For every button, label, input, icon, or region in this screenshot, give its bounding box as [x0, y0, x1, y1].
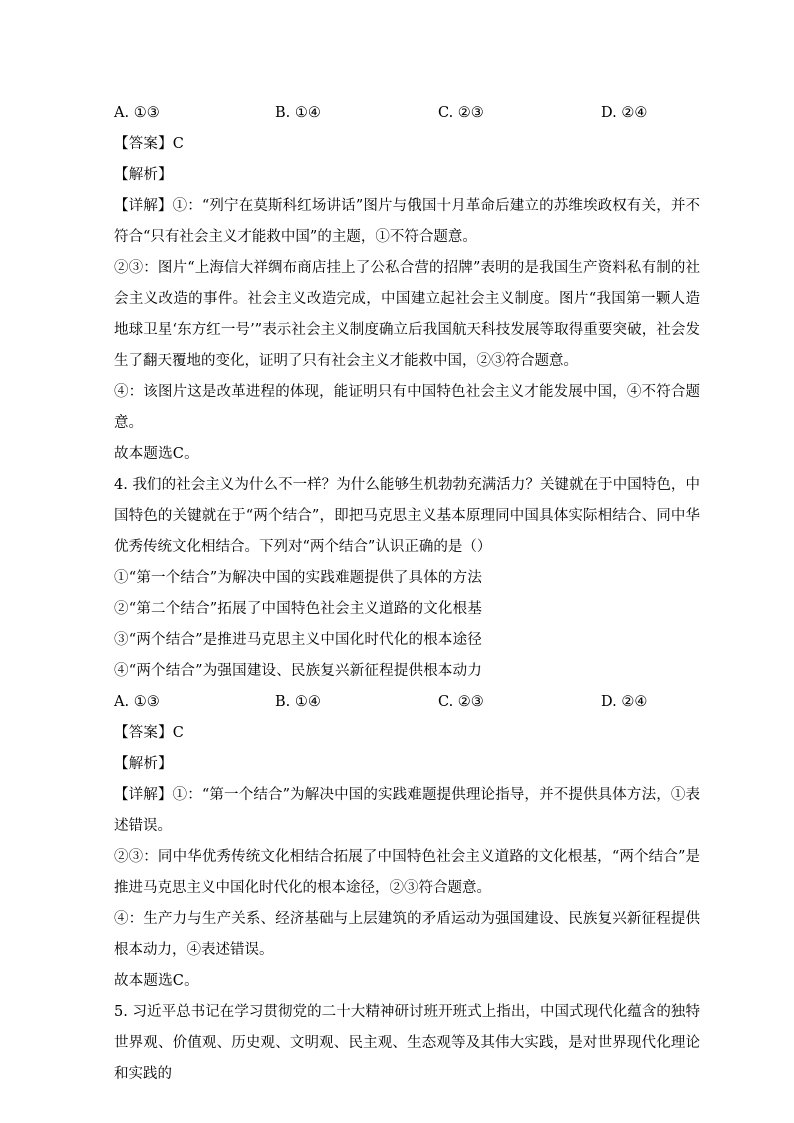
q4-option-b: B. ①④: [275, 694, 321, 710]
q4-options: [114, 687, 700, 718]
document-page: [114, 98, 700, 1090]
q4-option-d: D. ②④: [601, 694, 648, 710]
q3-option-b: B. ①④: [275, 105, 321, 121]
q3-options: [114, 98, 700, 129]
q4-option-c: C. ②③: [438, 694, 484, 710]
q4-option-a: A. ①③: [114, 694, 160, 710]
q4-conclusion: 故本题选C。: [114, 973, 199, 989]
q4-detail-3: ④：生产力与生产关系、经济基础与上层建筑的矛盾运动为强国建设、民族复兴新征程提供根本动力，④表述错误。: [114, 911, 700, 958]
q3-option-c: C. ②③: [438, 105, 484, 121]
q5-stem: 5. 习近平总书记在学习贯彻党的二十大精神研讨班开班式上指出，中国式现代化蕴含的独特世界观、价值观、历史观、文明观、民主观、生态观等及其伟大实践，是对世界现代化理论和实践的: [114, 1004, 700, 1082]
q4-detail-2: ②③：同中华优秀传统文化相结合拓展了中国特色社会主义道路的文化根基，“两个结合”是推进马克思主义中国化时代化的根本途径，②③符合题意。: [114, 849, 700, 896]
q3-analysis-label: 【解析】: [114, 167, 173, 183]
q4-item-4: ④“两个结合”为强国建设、民族复兴新征程提供根本动力: [114, 663, 483, 679]
q4-analysis-label: 【解析】: [114, 756, 173, 772]
q3-detail-2: ②③：图片“上海信大祥绸布商店挂上了公私合营的招牌”表明的是我国生产资料私有制的社会主义改造的事件。社会主义改造完成，中国建立起社会主义制度。图片“我国第一颗人造地球卫星‘东方红一号’”表示社会主义制度确立后我国航天科技发展等取得重要突破，社会发生了翻天覆地的变化，证明了只有社会主义才能救中国，②③符合题意。: [114, 260, 700, 369]
q3-option-d: D. ②④: [601, 105, 648, 121]
q3-detail-3: ④：该图片这是改革进程的体现，能证明只有中国特色社会主义才能发展中国，④不符合题意。: [114, 384, 700, 431]
q3-detail-1: 【详解】①：“列宁在莫斯科红场讲话”图片与俄国十月革命后建立的苏维埃政权有关，并不符合“只有社会主义才能救中国”的主题，①不符合题意。: [114, 198, 700, 245]
q4-stem: 4. 我们的社会主义为什么不一样？为什么能够生机勃勃充满活力？关键就在于中国特色，中国特色的关键就在于“两个结合”，即把马克思主义基本原理同中国具体实际相结合、同中华优秀传统文化相结合。下列对“两个结合”认识正确的是（）: [114, 477, 700, 555]
q4-answer: 【答案】C: [114, 725, 185, 741]
q4-item-1: ①“第一个结合”为解决中国的实践难题提供了具体的方法: [114, 570, 483, 586]
q3-option-a: A. ①③: [114, 105, 160, 121]
q3-answer: 【答案】C: [114, 136, 185, 152]
q4-item-3: ③“两个结合”是推进马克思主义中国化时代化的根本途径: [114, 632, 483, 648]
q4-detail-1: 【详解】①：“第一个结合”为解决中国的实践难题提供理论指导，并不提供具体方法，①表述错误。: [114, 787, 700, 834]
q3-conclusion: 故本题选C。: [114, 446, 199, 462]
q4-item-2: ②“第二个结合”拓展了中国特色社会主义道路的文化根基: [114, 601, 483, 617]
